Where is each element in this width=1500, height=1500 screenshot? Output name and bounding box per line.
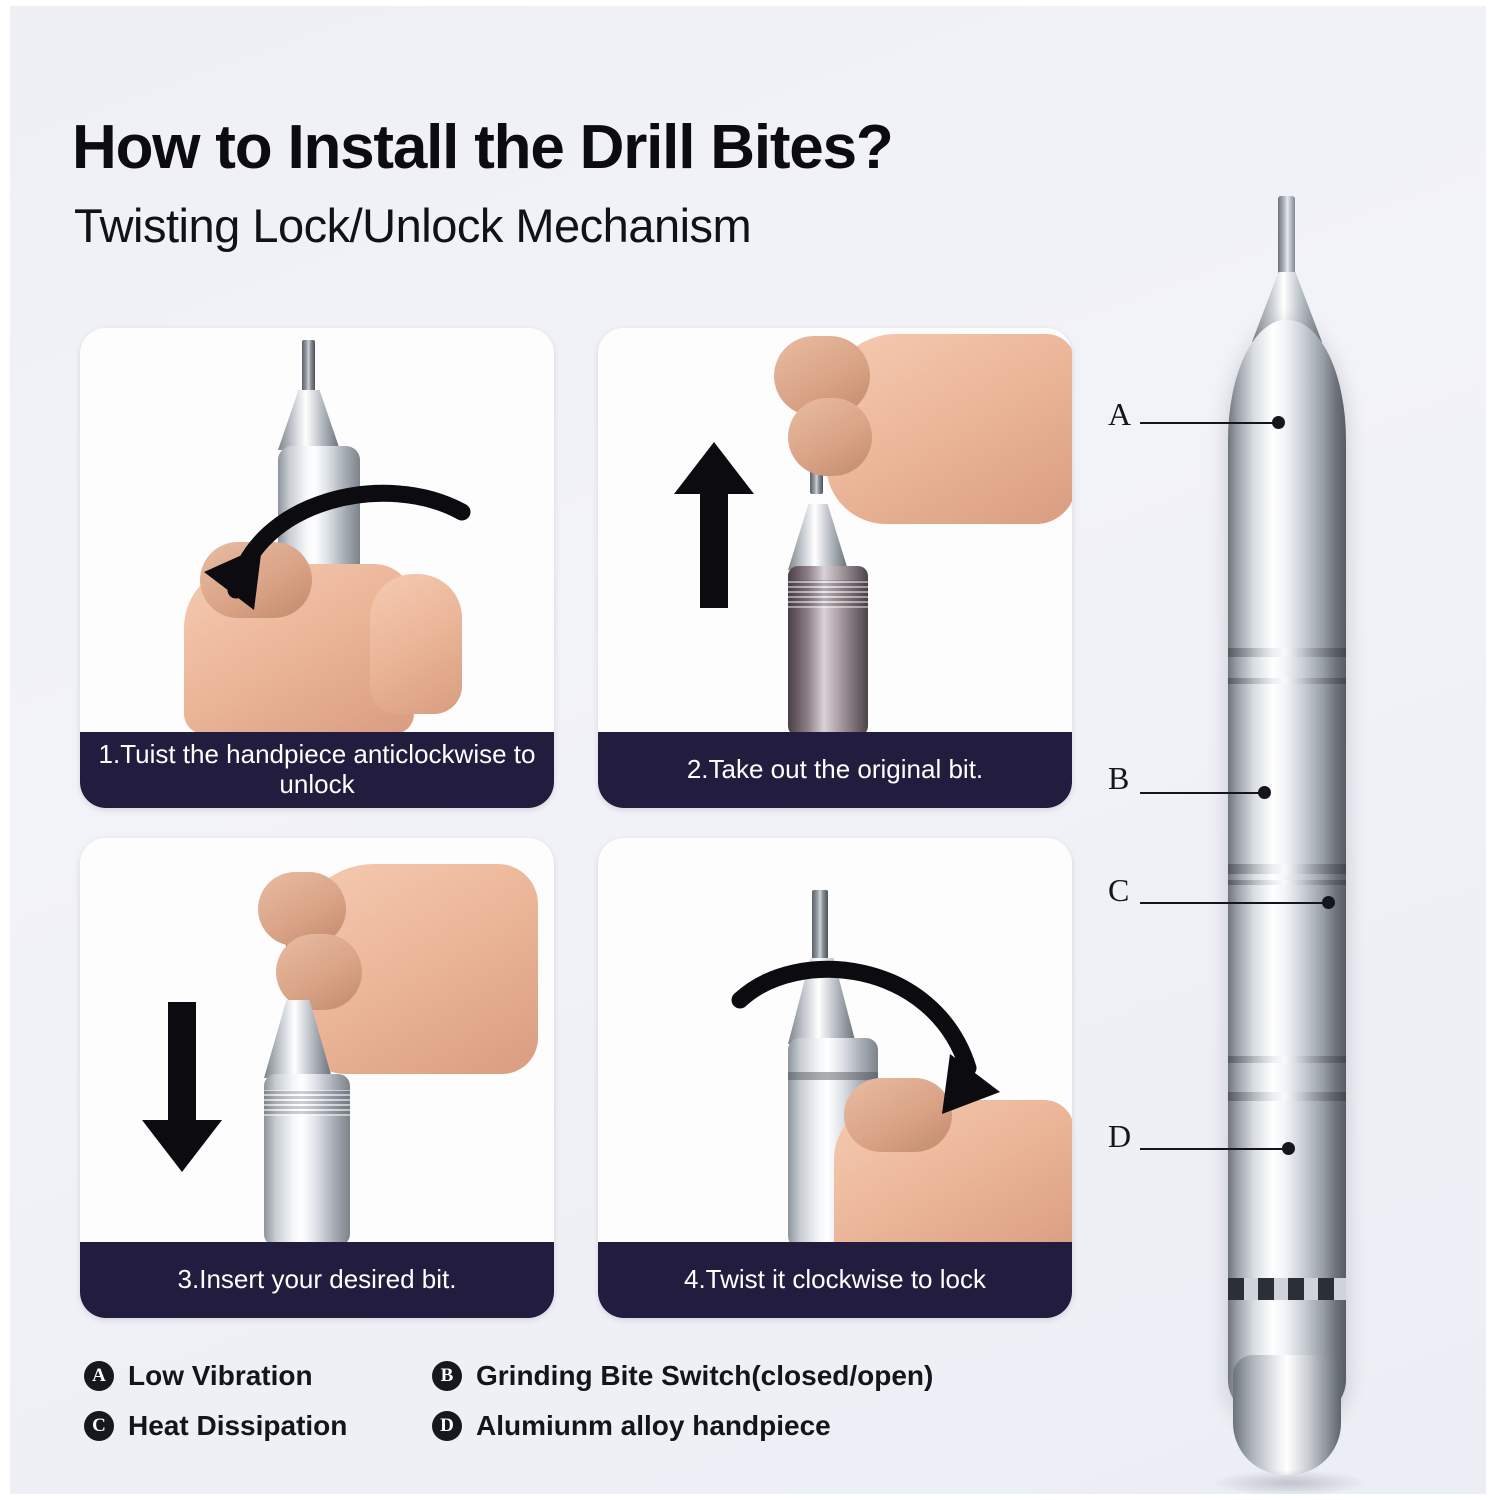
device-diagram — [1100, 180, 1480, 1450]
clockwise-arrow-icon — [726, 942, 1026, 1122]
step-3-caption: 3.Insert your desired bit. — [80, 1242, 554, 1318]
handpiece-cone — [278, 390, 340, 450]
legend-text-c: Heat Dissipation — [128, 1410, 348, 1441]
legend — [84, 1360, 984, 1460]
drill-bit-shaft — [302, 340, 315, 398]
page-title: How to Install the Drill Bites? — [72, 113, 893, 182]
device-band-6 — [1228, 1092, 1346, 1101]
knurling — [788, 580, 868, 608]
step-card-3 — [80, 838, 554, 1318]
device-shadow — [1210, 1470, 1370, 1496]
legend-text-a: Low Vibration — [128, 1360, 313, 1391]
legend-row-1 — [84, 1360, 984, 1392]
callout-label-c: C — [1108, 872, 1130, 908]
callout-dot-d — [1282, 1142, 1295, 1155]
callout-line-a — [1140, 422, 1280, 424]
device-band-4 — [1228, 880, 1346, 885]
callout-dot-a — [1272, 416, 1285, 429]
step-2-caption: 2.Take out the original bit. — [598, 732, 1072, 808]
legend-badge-c: C — [84, 1411, 114, 1441]
legend-text-b: Grinding Bite Switch(closed/open) — [476, 1360, 934, 1391]
device-bit-shaft — [1278, 196, 1295, 280]
step-2-illustration — [598, 328, 1072, 732]
legend-item-a — [84, 1360, 432, 1392]
legend-item-b — [432, 1360, 933, 1392]
device-band-2 — [1228, 678, 1346, 684]
step-4-caption: 4.Twist it clockwise to lock — [598, 1242, 1072, 1318]
device-vent-slots — [1228, 1278, 1346, 1300]
legend-badge-d: D — [432, 1411, 462, 1441]
legend-badge-b: B — [432, 1361, 462, 1391]
callout-line-d — [1140, 1148, 1288, 1150]
step-card-4 — [598, 838, 1072, 1318]
callout-line-c — [1140, 902, 1330, 904]
step-card-2 — [598, 328, 1072, 808]
device-band-5 — [1228, 1056, 1346, 1063]
step-1-caption: 1.Tuist the handpiece anticlockwise to unlock — [80, 732, 554, 808]
legend-badge-a: A — [84, 1361, 114, 1391]
anticlockwise-arrow-icon — [176, 460, 476, 620]
step-4-illustration — [598, 838, 1072, 1242]
page-subtitle: Twisting Lock/Unlock Mechanism — [74, 199, 752, 252]
handpiece-cone — [788, 504, 848, 570]
knurling — [264, 1090, 350, 1116]
callout-line-b — [1140, 792, 1264, 794]
index-finger — [788, 398, 872, 476]
down-arrow-icon — [138, 996, 228, 1176]
legend-row-2 — [84, 1410, 984, 1442]
legend-text-d: Alumiunm alloy handpiece — [476, 1410, 831, 1441]
device-band-3 — [1228, 864, 1346, 874]
step-card-1 — [80, 328, 554, 808]
device-band-1 — [1228, 648, 1346, 657]
device-end-cap — [1233, 1355, 1341, 1475]
step-3-illustration — [80, 838, 554, 1242]
index-finger — [276, 934, 362, 1010]
step-1-illustration — [80, 328, 554, 732]
callout-label-d: D — [1108, 1118, 1132, 1154]
callout-label-b: B — [1108, 760, 1130, 796]
legend-item-c — [84, 1410, 432, 1442]
callout-dot-c — [1322, 896, 1335, 909]
callout-label-a: A — [1108, 396, 1132, 432]
up-arrow-icon — [670, 438, 760, 618]
callout-dot-b — [1258, 786, 1271, 799]
legend-item-d — [432, 1410, 831, 1442]
